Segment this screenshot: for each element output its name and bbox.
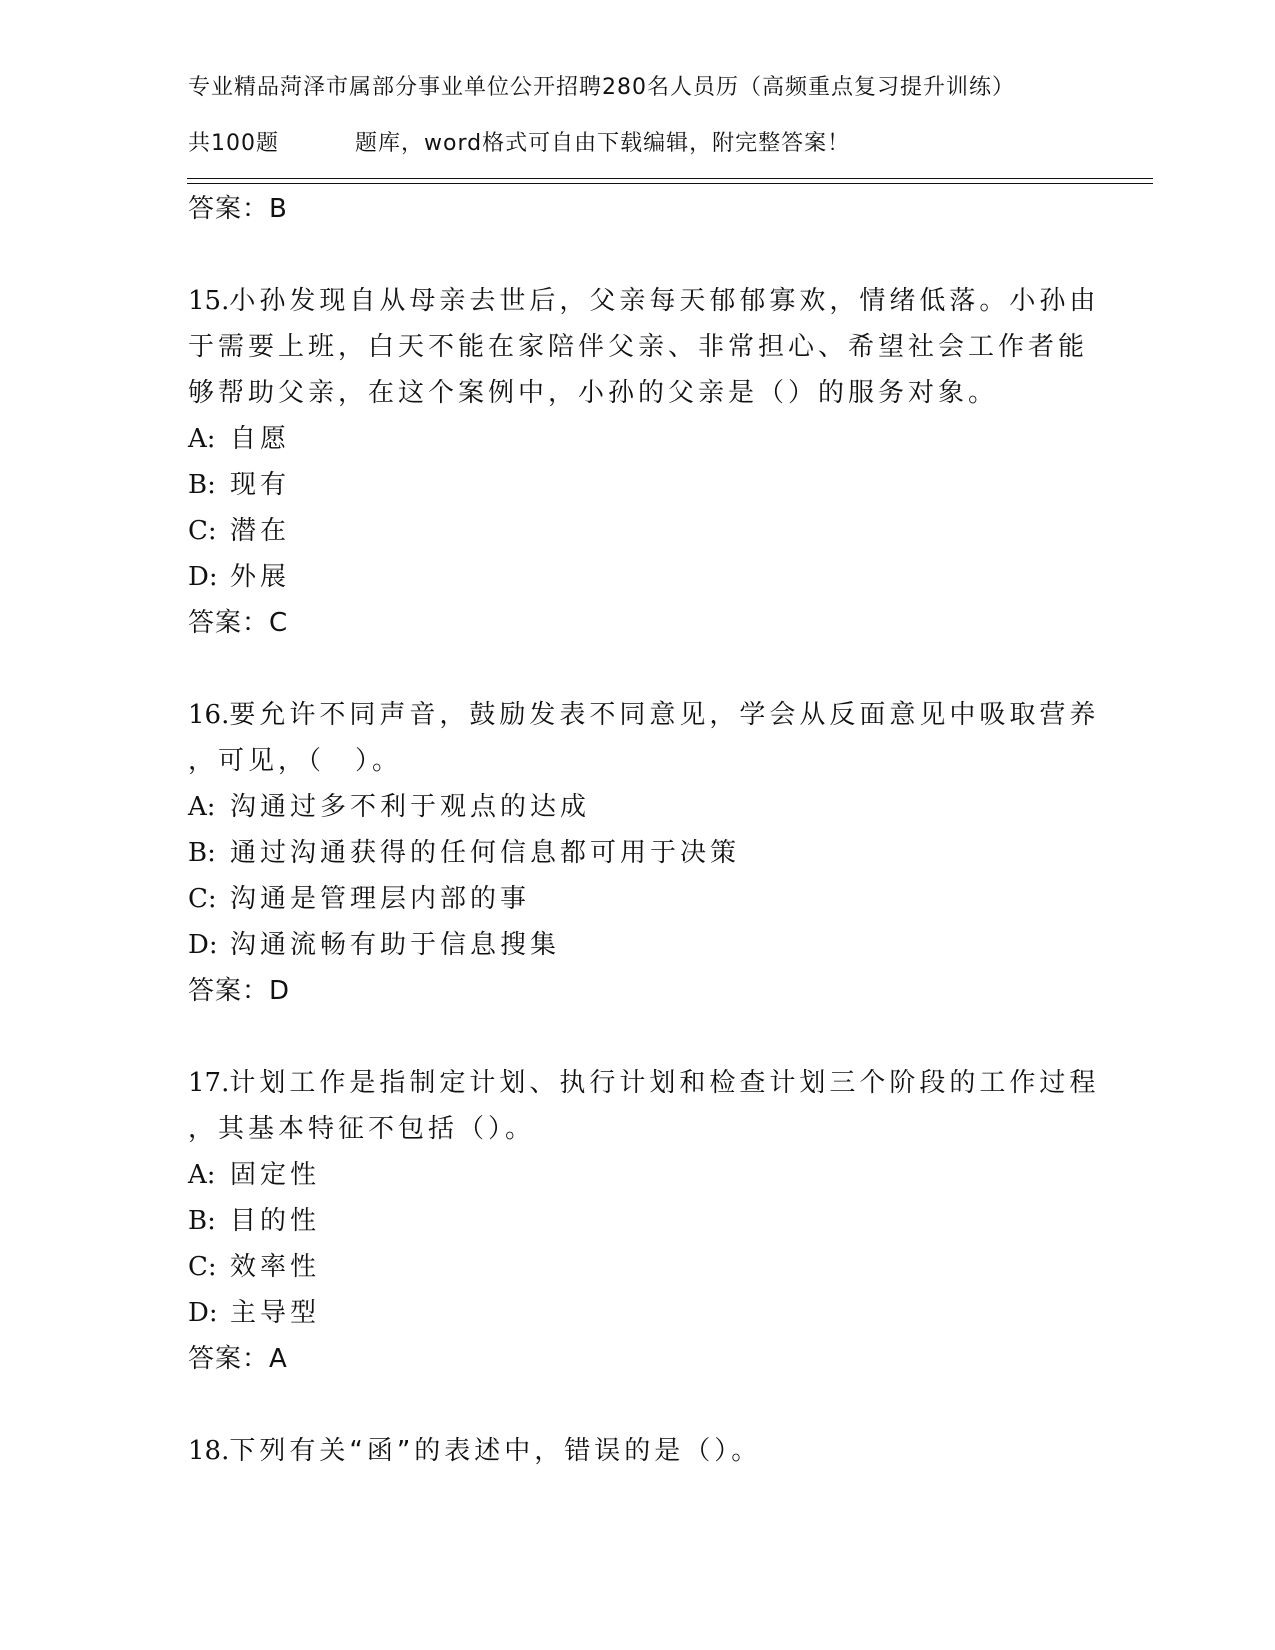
spacer: [188, 646, 1088, 692]
header-description: 题库，word格式可自由下载编辑，附完整答案！: [355, 131, 851, 156]
answer-line: 答案：C: [188, 608, 289, 638]
option-a: A: 沟通过多不利于观点的达成: [188, 792, 591, 822]
option-c: C: 效率性: [188, 1252, 321, 1282]
question-block: [188, 1060, 1100, 1382]
answer-line: 答案：D: [188, 976, 291, 1006]
option-b: B: 现有: [188, 470, 291, 500]
question-stem-line: 18.下列有关“函”的表述中，错误的是（）。: [188, 1436, 762, 1466]
header-question-count: 共100题: [188, 131, 279, 156]
header-divider-bottom: [187, 183, 1153, 184]
question-number: 16.: [188, 700, 230, 730]
question-number: 18.: [188, 1436, 230, 1466]
option-a: A: 固定性: [188, 1160, 321, 1190]
option-c: C: 潜在: [188, 516, 291, 546]
option-d: D: 主导型: [188, 1298, 321, 1328]
answer-line: 答案：A: [188, 1344, 288, 1374]
header-subtitle: [188, 104, 1088, 160]
question-stem-line: ，其基本特征不包括（）。: [188, 1114, 536, 1144]
option-c: C: 沟通是管理层内部的事: [188, 884, 531, 914]
spacer: [188, 232, 1088, 278]
question-block: [188, 1428, 1088, 1474]
option-d: D: 沟通流畅有助于信息搜集: [188, 930, 561, 960]
question-stem-line: 于需要上班，白天不能在家陪伴父亲、非常担心、希望社会工作者能: [188, 332, 1089, 362]
question-block: [188, 278, 1100, 646]
question-stem-line: 16.要允许不同声音，鼓励发表不同意见，学会从反面意见中吸取营养: [188, 700, 1100, 730]
header-title: 专业精品菏泽市属部分事业单位公开招聘280名人员历（高频重点复习提升训练）: [188, 75, 1015, 100]
question-stem-line: ，可见，（ ）。: [188, 746, 403, 776]
option-d: D: 外展: [188, 562, 291, 592]
document-header: [188, 72, 1088, 160]
question-number: 17.: [188, 1068, 230, 1098]
header-divider-top: [187, 178, 1153, 179]
spacer: [188, 1382, 1088, 1428]
option-b: B: 通过沟通获得的任何信息都可用于决策: [188, 838, 741, 868]
option-b: B: 目的性: [188, 1206, 321, 1236]
question-block: [188, 692, 1100, 1014]
spacer: [188, 1014, 1088, 1060]
answer-line: 答案：B: [188, 194, 288, 224]
option-a: A: 自愿: [188, 424, 291, 454]
question-stem-line: 够帮助父亲，在这个案例中，小孙的父亲是（）的服务对象。: [188, 378, 999, 408]
question-stem-line: 17.计划工作是指制定计划、执行计划和检查计划三个阶段的工作过程: [188, 1068, 1100, 1098]
question-list: [188, 186, 1100, 1474]
question-stem-line: 15.小孙发现自从母亲去世后，父亲每天郁郁寡欢，情绪低落。小孙由: [188, 286, 1100, 316]
question-number: 15.: [188, 286, 230, 316]
